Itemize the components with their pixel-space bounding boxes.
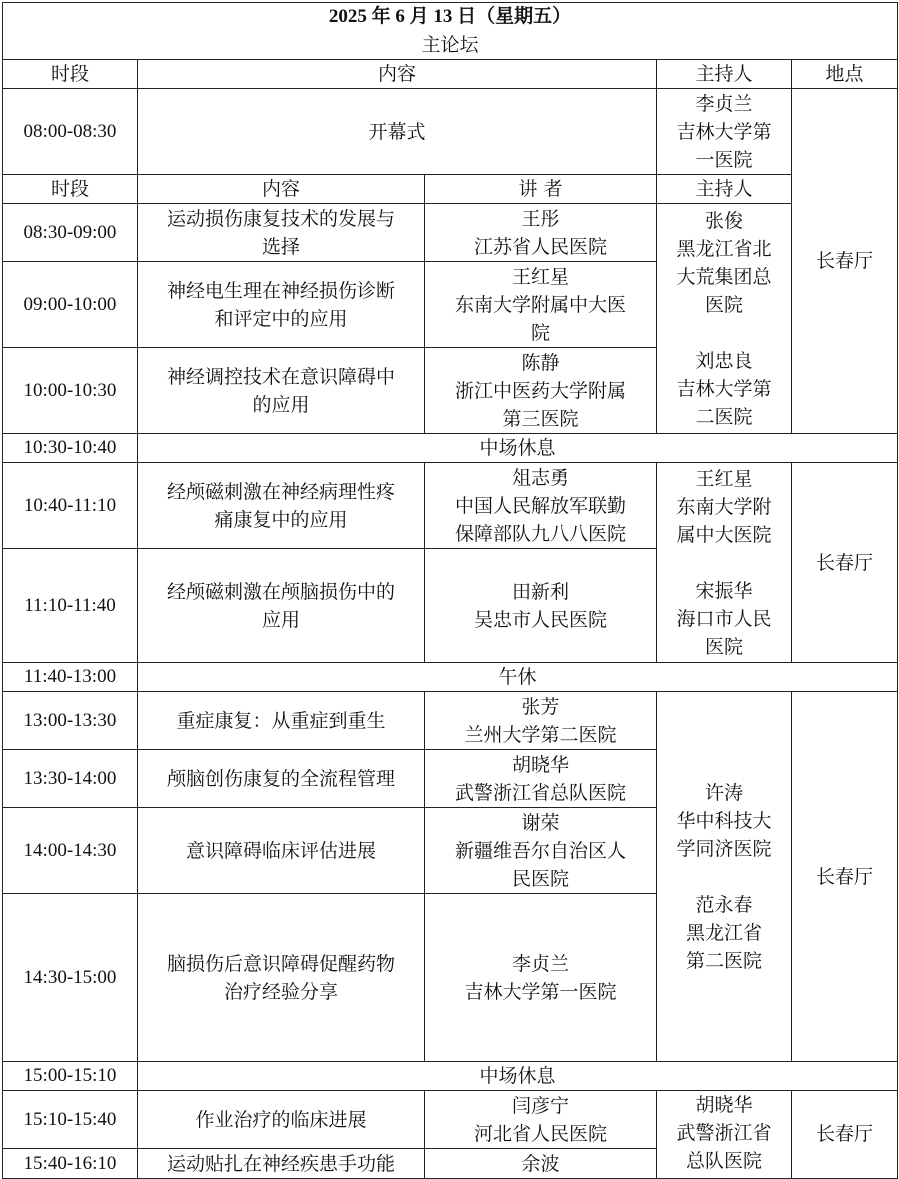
time-cell: 09:00-10:00 [3, 262, 138, 348]
time-cell: 10:40-11:10 [3, 463, 138, 549]
time-cell: 08:30-09:00 [3, 204, 138, 262]
content-cell: 经颅磁刺激在神经病理性疼 痛康复中的应用 [138, 463, 425, 549]
time-cell: 11:40-13:00 [3, 663, 138, 692]
content-cell: 颅脑创伤康复的全流程管理 [138, 750, 425, 808]
opening-row [3, 89, 898, 175]
table-row [3, 692, 898, 750]
content-cell: 作业治疗的临床进展 [138, 1091, 425, 1149]
table-row [3, 463, 898, 549]
speaker-cell: 胡晓华 武警浙江省总队医院 [425, 750, 657, 808]
table-row [3, 204, 898, 262]
time-cell: 13:00-13:30 [3, 692, 138, 750]
break-row [3, 1062, 898, 1091]
speaker-cell: 田新利 吴忠市人民医院 [425, 549, 657, 663]
venue-cell: 长春厅 [792, 692, 898, 1062]
date-title: 2025 年 6 月 13 日（星期五） [328, 6, 572, 27]
sub-header-row [3, 175, 898, 204]
header-content: 内容 [138, 60, 657, 89]
time-cell: 13:30-14:00 [3, 750, 138, 808]
schedule-table [2, 2, 898, 1179]
title-cell [3, 3, 898, 60]
speaker-cell: 王彤 江苏省人民医院 [425, 204, 657, 262]
venue-cell: 长春厅 [792, 1091, 898, 1179]
break-row [3, 434, 898, 463]
subheader-host: 主持人 [657, 175, 792, 204]
content-cell: 神经调控技术在意识障碍中 的应用 [138, 348, 425, 434]
time-cell: 10:00-10:30 [3, 348, 138, 434]
content-cell: 神经电生理在神经损伤诊断 和评定中的应用 [138, 262, 425, 348]
speaker-cell: 闫彦宁 河北省人民医院 [425, 1091, 657, 1149]
forum-subtitle: 主论坛 [421, 34, 479, 56]
speaker-cell: 余波 [425, 1149, 657, 1179]
subheader-speaker: 讲 者 [425, 175, 657, 204]
break-label: 中场休息 [138, 434, 898, 463]
break-label: 中场休息 [138, 1062, 898, 1091]
venue-cell: 长春厅 [792, 463, 898, 663]
title-row [3, 3, 898, 60]
venue-cell: 长春厅 [792, 89, 898, 434]
top-header-row [3, 60, 898, 89]
subheader-content: 内容 [138, 175, 425, 204]
time-cell: 14:00-14:30 [3, 808, 138, 894]
subheader-time: 时段 [3, 175, 138, 204]
speaker-cell: 陈静 浙江中医药大学附属 第三医院 [425, 348, 657, 434]
content-cell: 经颅磁刺激在颅脑损伤中的 应用 [138, 549, 425, 663]
time-cell: 11:10-11:40 [3, 549, 138, 663]
time-cell: 15:00-15:10 [3, 1062, 138, 1091]
host-cell: 王红星 东南大学附 属中大医院 宋振华 海口市人民 医院 [657, 463, 792, 663]
host-cell: 张俊 黑龙江省北 大荒集团总 医院 刘忠良 吉林大学第 二医院 [657, 204, 792, 434]
header-host: 主持人 [657, 60, 792, 89]
table-row [3, 1091, 898, 1149]
break-row [3, 663, 898, 692]
content-cell: 脑损伤后意识障碍促醒药物 治疗经验分享 [138, 894, 425, 1062]
lunch-label: 午休 [138, 663, 898, 692]
content-cell: 运动损伤康复技术的发展与 选择 [138, 204, 425, 262]
content-cell: 意识障碍临床评估进展 [138, 808, 425, 894]
host-cell: 胡晓华 武警浙江省 总队医院 [657, 1091, 792, 1179]
time-cell: 15:10-15:40 [3, 1091, 138, 1149]
speaker-cell: 李贞兰 吉林大学第一医院 [425, 894, 657, 1062]
speaker-cell: 谢荣 新疆维吾尔自治区人 民医院 [425, 808, 657, 894]
speaker-cell: 俎志勇 中国人民解放军联勤 保障部队九八八医院 [425, 463, 657, 549]
content-cell: 运动贴扎在神经疾患手功能 [138, 1149, 425, 1179]
host-cell: 许涛 华中科技大 学同济医院 范永春 黑龙江省 第二医院 [657, 692, 792, 1062]
time-cell: 08:00-08:30 [3, 89, 138, 175]
time-cell: 14:30-15:00 [3, 894, 138, 1062]
time-cell: 15:40-16:10 [3, 1149, 138, 1179]
speaker-cell: 王红星 东南大学附属中大医 院 [425, 262, 657, 348]
speaker-cell: 张芳 兰州大学第二医院 [425, 692, 657, 750]
header-venue: 地点 [792, 60, 898, 89]
content-cell: 开幕式 [138, 89, 657, 175]
time-cell: 10:30-10:40 [3, 434, 138, 463]
content-cell: 重症康复：从重症到重生 [138, 692, 425, 750]
header-time: 时段 [3, 60, 138, 89]
host-cell: 李贞兰 吉林大学第 一医院 [657, 89, 792, 175]
